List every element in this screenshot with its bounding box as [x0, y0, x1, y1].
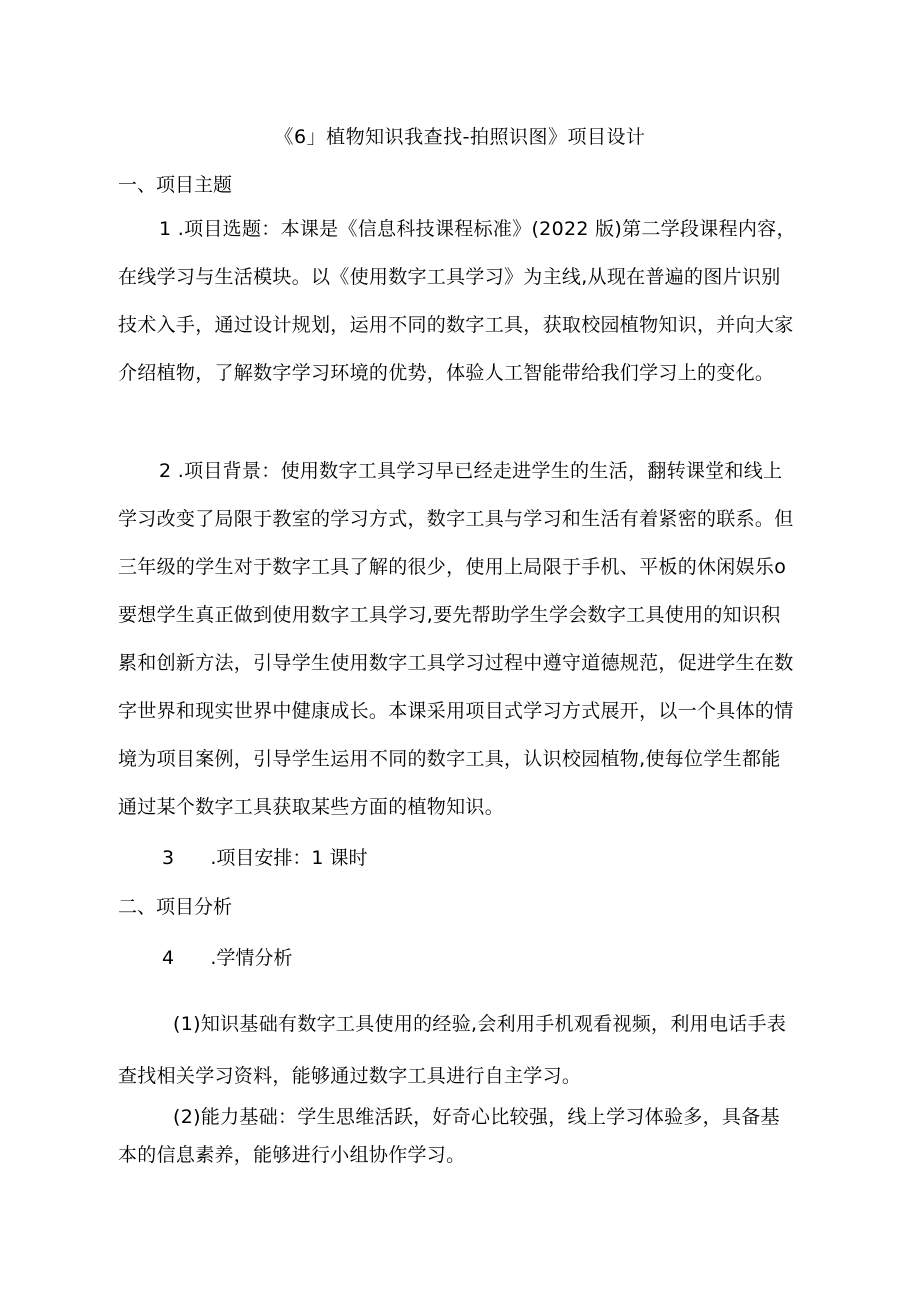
paragraph-ability-basis: (2)能力基础：学生思维活跃，好奇心比较强，线上学习体验多，具备基本的信息素养，能够进行小组协作学习。 [118, 1106, 780, 1166]
paragraph-project-schedule: 3 .项目安排：1 课时 [162, 847, 368, 869]
paragraph-project-topic: 1 .项目选题：本课是《信息科技课程标准》(2022 版)第二学段课程内容，在线学习与生活模块。以《使用数字工具学习》为主线,从现在普遍的图片识别技术入手，通过设计规划，运用不同的数字工具，获取校园植物知识，并向大家介绍植物，了解数字学习环境的优势，体验人工智能带给我们学习上的变化。 [118, 218, 796, 384]
document-title: 《6」植物知识我查找-拍照识图》项目设计 [274, 126, 646, 148]
section-heading-project-theme: 一、项目主题 [118, 174, 233, 196]
paragraph-learner-analysis: 4 .学情分析 [162, 947, 293, 969]
section-heading-project-analysis: 二、项目分析 [118, 896, 233, 918]
paragraph-project-background: 2 .项目背景：使用数字工具学习早已经走进学生的生活，翻转课堂和线上学习改变了局限于教室的学习方式，数字工具与学习和生活有着紧密的联系。但三年级的学生对于数字工具了解的很少，使用上局限于手机、平板的休闲娱乐o要想学生真正做到使用数字工具学习,要先帮助学生学会数字工具使用的知识积累和创新方法，引导学生使用数字工具学习过程中遵守道德规范，促进学生在数字世界和现实世界中健康成长。本课采用项目式学习方式展开，以一个具体的情境为项目案例，引导学生运用不同的数字工具，认识校园植物,使每位学生都能通过某个数字工具获取某些方面的植物知识。 [118, 460, 794, 818]
paragraph-knowledge-basis: (1)知识基础有数字工具使用的经验,会利用手机观看视频，利用电话手表查找相关学习资料，能够通过数字工具进行自主学习。 [118, 1013, 787, 1087]
